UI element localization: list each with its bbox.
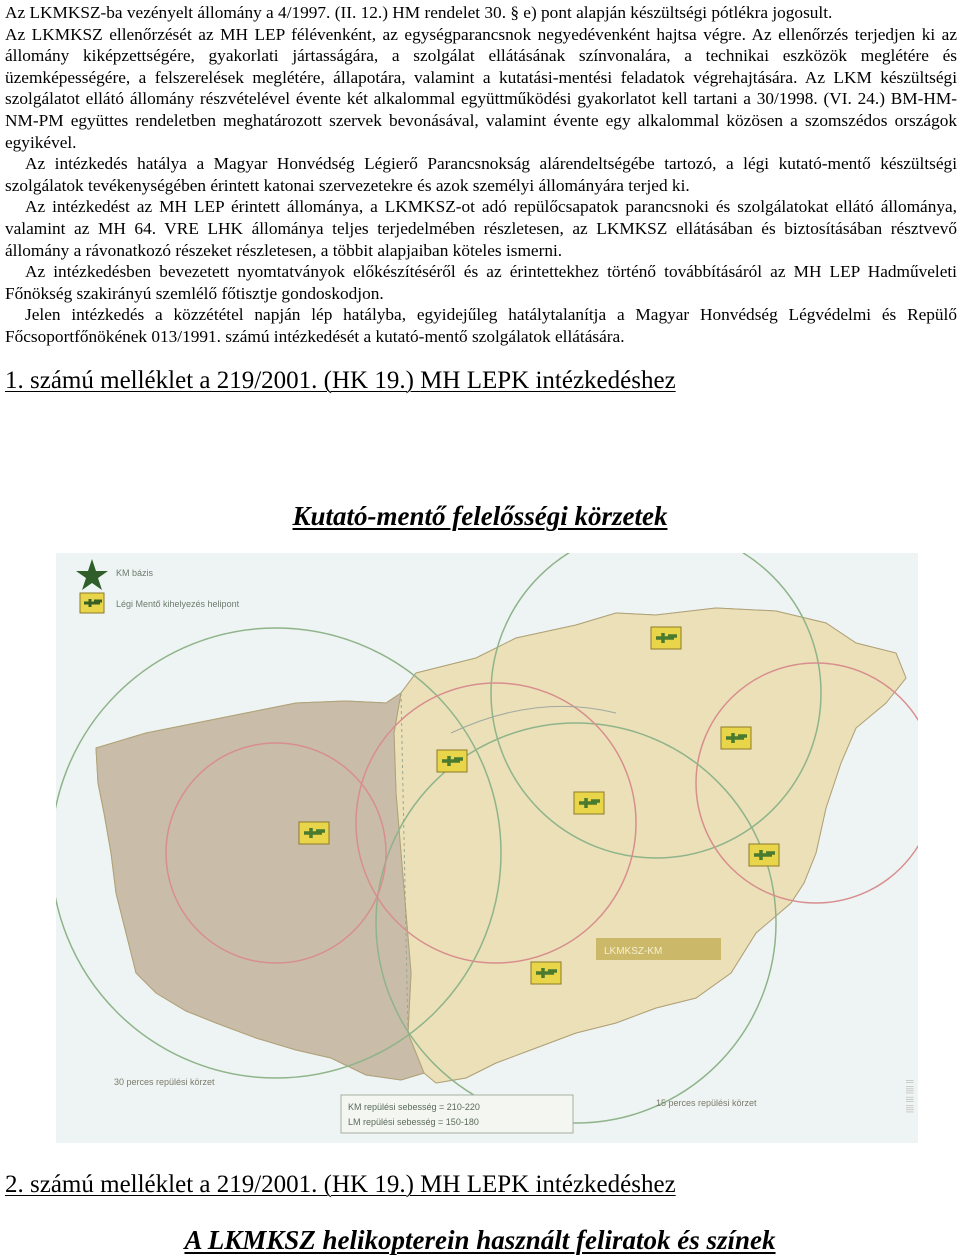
paragraph: Az intézkedés hatálya a Magyar Honvédség Légierő Parancsnokság alárendeltségébe tartozó, a légi kutató-mentő készültségi szolgálatok tevékenységében érintett katonai szervezetekre és azok személyi állományára terjed ki. <box>5 154 957 195</box>
legend-star-icon <box>76 559 108 590</box>
helicopter-marker-icon <box>574 792 604 814</box>
helicopter-marker-icon <box>721 727 751 749</box>
helicopter-marker-icon <box>651 627 681 649</box>
speed-line-1: KM repülési sebesség = 210-220 <box>348 1102 480 1112</box>
paragraph: Az intézkedésben bevezetett nyomtatványok előkészítéséről és az érintettekhez történő továbbításáról az MH LEP Hadműveleti Főnökség szakirányú szemlélő főtisztje gondoskodjon. <box>5 262 957 303</box>
helicopter-marker-icon <box>299 822 329 844</box>
annex-2-title: A LKMKSZ helikopterein használt feliratok és színek <box>184 1225 776 1255</box>
speed-line-2: LM repülési sebesség = 150-180 <box>348 1117 479 1127</box>
annex-1-title: Kutató-mentő felelősségi körzetek <box>292 501 668 531</box>
annex-1-heading: 1. számú melléklet a 219/2001. (HK 19.) MH LEPK intézkedéshez <box>5 366 676 394</box>
helicopter-marker-icon <box>437 750 467 772</box>
speed-box <box>341 1095 573 1133</box>
legend-base-label: KM bázis <box>116 568 154 578</box>
zone-30-label: 30 perces repülési körzet <box>114 1077 215 1087</box>
rescue-zones-map <box>56 553 918 1143</box>
annex-2-heading: 2. számú melléklet a 219/2001. (HK 19.) MH LEPK intézkedéshez <box>5 1171 676 1198</box>
paragraph: Az LKMKSZ-ba vezényelt állomány a 4/1997. (II. 12.) HM rendelet 30. § e) pont alapján készültségi pótlékra jogosult. <box>5 3 833 22</box>
region-label: LKMKSZ-KM <box>604 946 663 957</box>
legend-helipoint-label: Légi Mentő kihelyezés helipont <box>116 599 240 609</box>
zone-15-label: 15 perces repülési körzet <box>656 1098 757 1108</box>
paragraph: Az LKMKSZ ellenőrzését az MH LEP félévenként, az egységparancsnok negyedévenként hajtsa végre. Az ellenőrzés terjedjen ki az állomány kiképzettségére, gyakorlati jártasságára, a szolgálat ellátásának színvonalára, a technikai eszközök meglétére és üzemképességére, a felszerelések meglétére, állapotára, valamint a kutatási-mentési feladatok végrehajtására. Az LKM készültségi szolgálatot ellátó állomány részvételével évente két alkalommal együttműködési gyakorlatot kell tartani a 30/1998. (VI. 24.) BM-HM-NM-PM együttes rendeletben meghatározott szervek bevonásával, valamint évente egy alkalommal közösen a szomszédos országok egyikével. <box>5 24 957 152</box>
helicopter-marker-icon <box>531 962 561 984</box>
paragraph: Jelen intézkedés a közzététel napján lép hatályba, egyidejűleg hatálytalanítja a Magyar Honvédség Légvédelmi és Repülő Főcsoportfőnökének 013/1991. számú intézkedését a kutató-mentő szolgálatok ellátására. <box>5 305 957 346</box>
paragraph: Az intézkedést az MH LEP érintett állománya, a LKMKSZ-ot adó repülőcsapatok parancsnoki és szolgálatokat ellátó állománya, valamint az MH 64. VRE LHK állománya teljes terjedelmében részletesen, az LKMKSZ ellátásában és biztosításában résztvevő állomány a rávonatkozó részeket részletesen, a többit alapjaiban köteles ismerni. <box>5 197 957 260</box>
side-caption: |||| ||| |||| || <box>905 1079 914 1113</box>
helicopter-marker-icon <box>749 844 779 866</box>
document-body <box>5 0 957 396</box>
